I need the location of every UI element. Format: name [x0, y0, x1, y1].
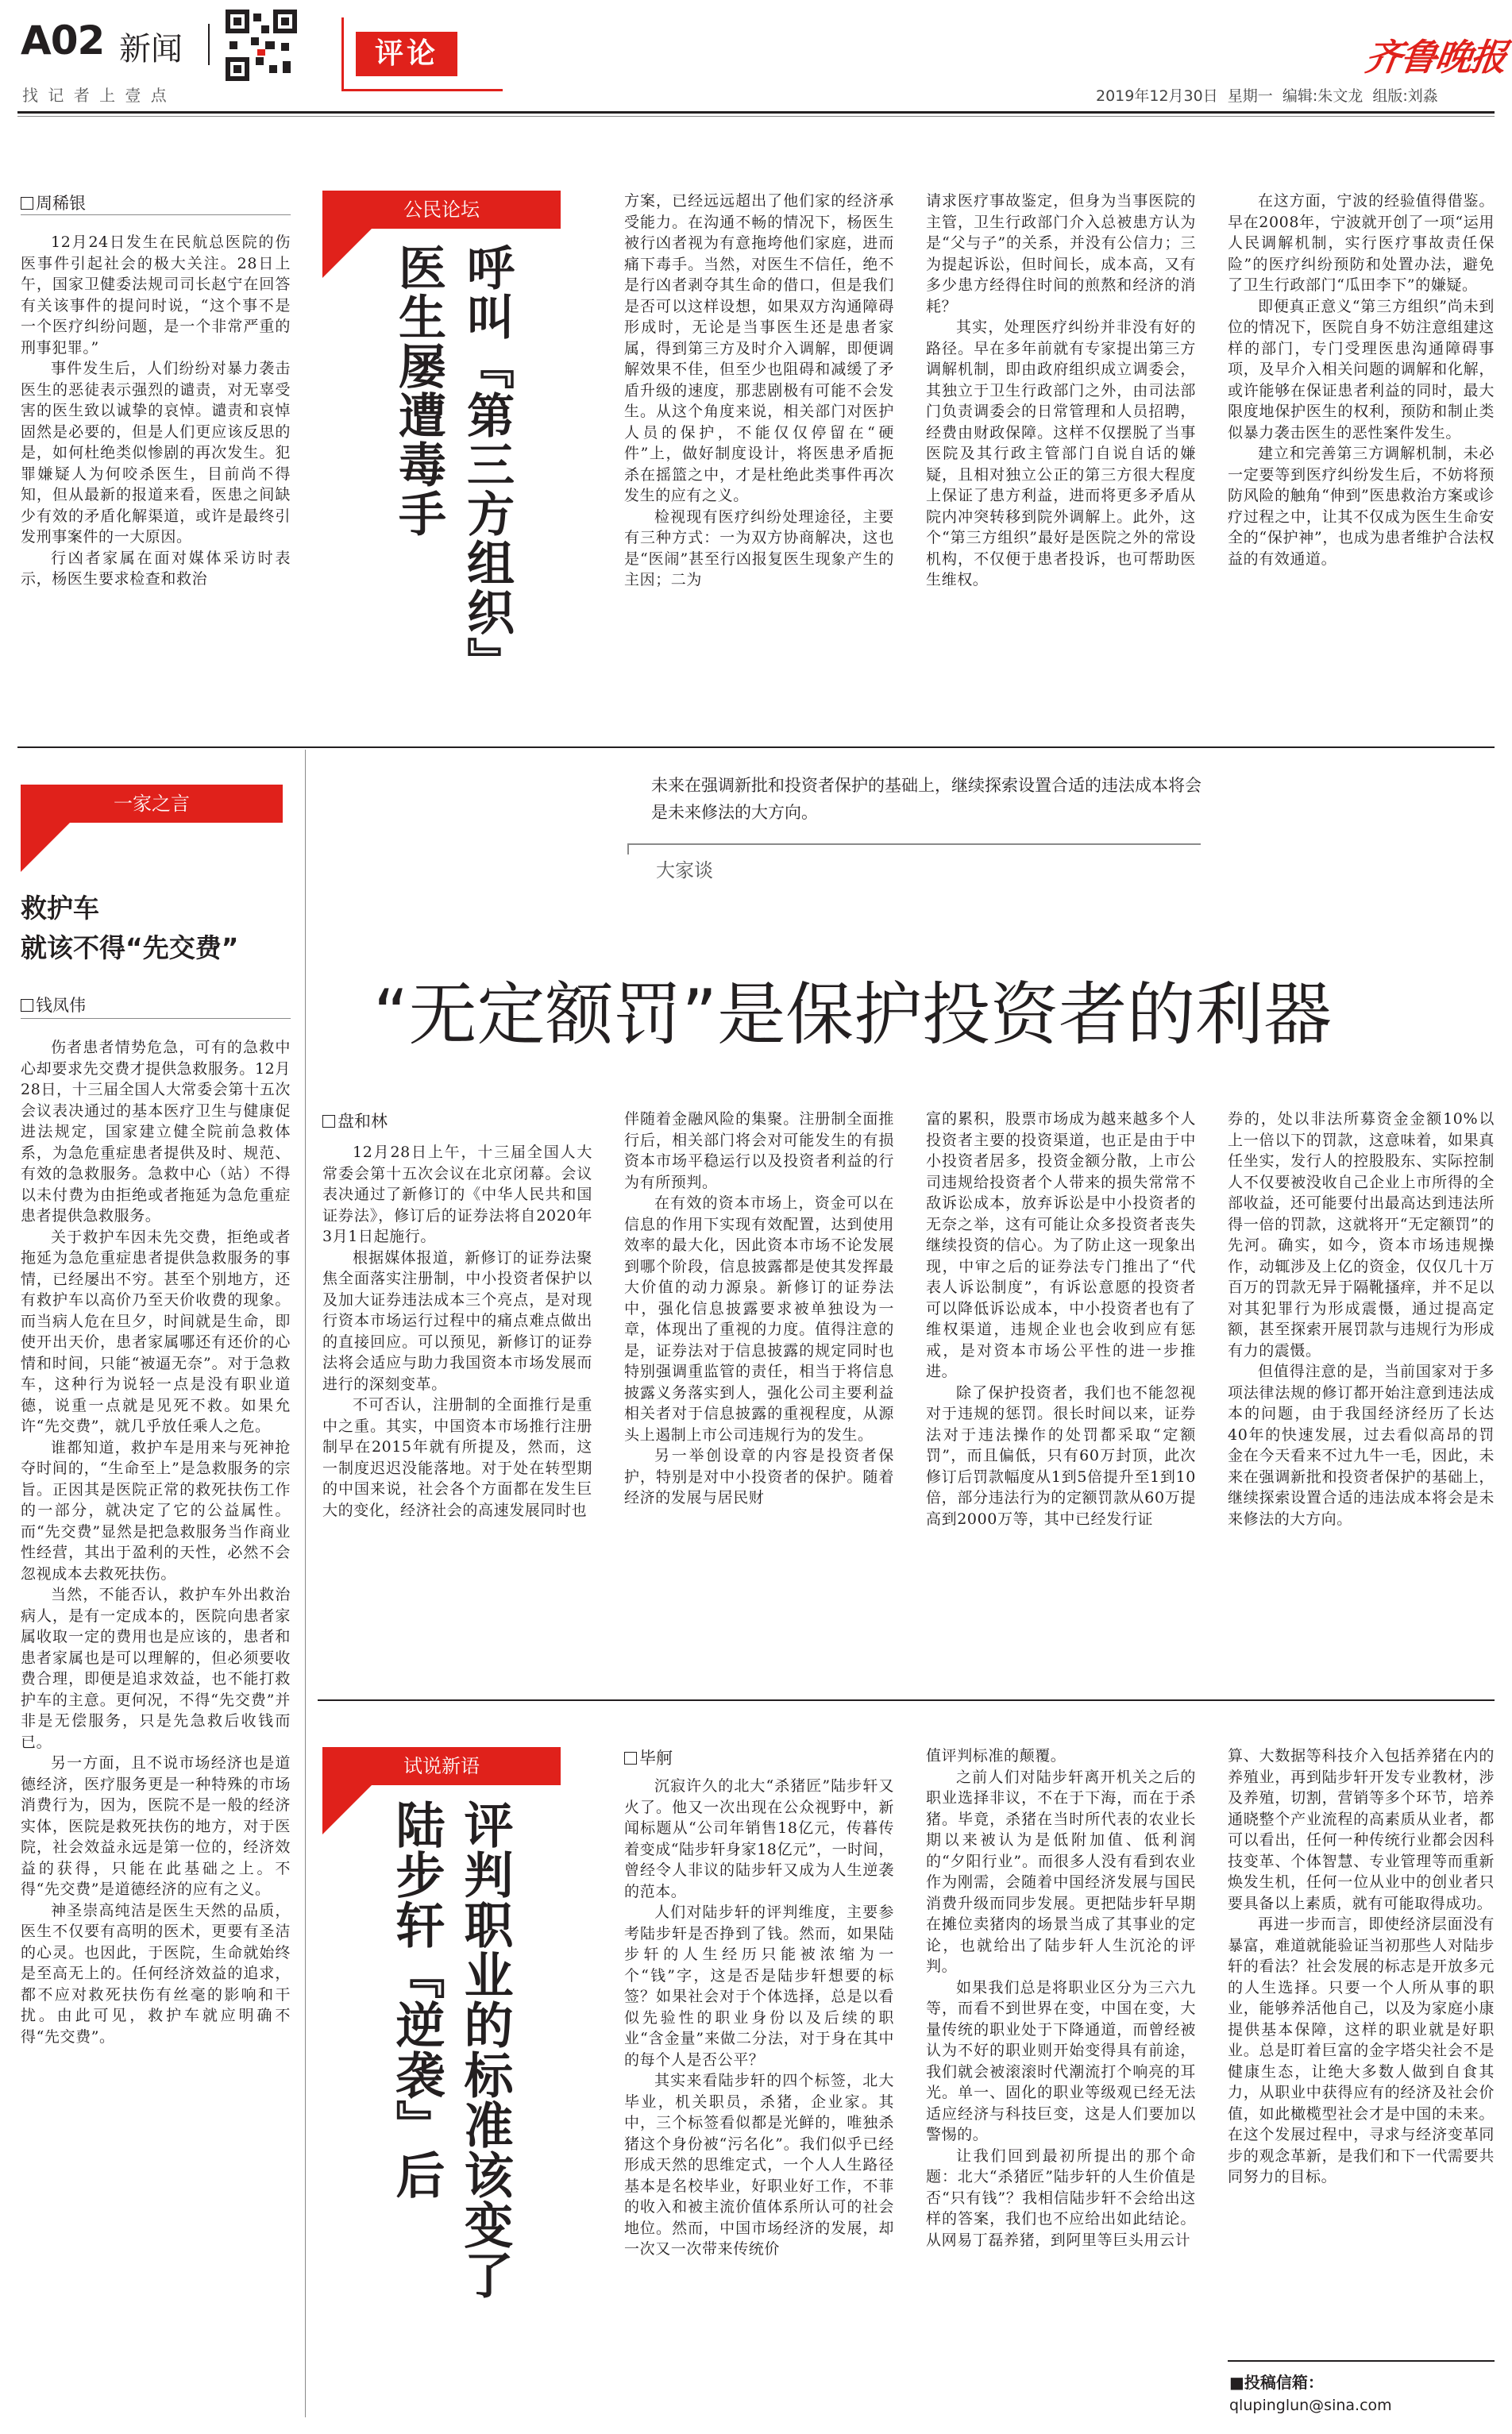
article1-author-rule — [21, 214, 291, 215]
header-rule — [17, 111, 1495, 114]
article4-title-line1: 评判职业的标准该变了 — [456, 1799, 514, 2300]
page-code: A02 — [21, 17, 105, 64]
article3-paragraph: 12月28日上午，十三届全国人大常委会第十五次会议在北京闭幕。会议表决通过了新修订的《中华人民共和国证券法》，修订后的证券法将自2020年3月1日起施行。 — [322, 1144, 592, 1245]
article3-paragraph: 伴随着金融风险的集聚。注册制全面推行后，相关部门将会对可能发生的有损资本市场平稳运行以及投资者利益的行为有所预判。 — [624, 1110, 894, 1191]
article3-paragraph: 富的累积，股票市场成为越来越多个人投资者主要的投资渠道，也正是由于中小投资者居多，投资金额分散，上市公司违规给投资者个人带来的损失常常不敌诉讼成本，放弃诉讼是中小投资者的无奈之举，这有可能让众多投资者丧失继续投资的信心。为了防止这一现象出现，中审之后的证券法专门推出了“代表人诉讼制度”，有诉讼意愿的投资者可以降低诉讼成本，中小投资者也有了维权渠道，违规企业也会收到应有惩戒，是对资本市场公平性的进一步推进。 — [926, 1110, 1196, 1380]
header-divider — [208, 24, 210, 65]
article4-paragraph: 再进一步而言，即使经济层面没有暴富，难道就能验证当初那些人对陆步轩的看法？社会发展的标志是开放多元的人生选择。只要一个人所从事的职业，能够养活他自己，以及为家庭小康提供基本保障，这样的职业就是好职业。总是盯着巨富的金字塔尖社会不是健康生态，让绝大多数人做到自食其力，从职业中获得应有的经济及社会价值，如此橄榄型社会才是中国的未来。在这个发展过程中，寻求与经济变革同步的观念革新，是我们和下一代需要共同努力的目标。 — [1228, 1915, 1495, 2185]
article1-col3 — [926, 191, 1196, 591]
section-rule-2 — [318, 1699, 1495, 1701]
article1-col4 — [1228, 191, 1495, 569]
article4-tag-corner — [322, 1785, 372, 1834]
article1-title-line2: 医生屡遭毒手 — [391, 243, 446, 538]
submit-label: ■投稿信箱： — [1229, 2373, 1324, 2392]
article2-title-line2: 就该不得“先交费” — [21, 932, 239, 963]
article3-paragraph: 另一举创设章的内容是投资者保护，特别是对中小投资者的保护。随着经济的发展与居民财 — [624, 1447, 894, 1506]
article1-paragraph: 事件发生后，人们纷纷对暴力袭击医生的恶徒表示强烈的谴责，对无辜受害的医生致以诚挚的哀悼。谴责和哀悼固然是必要的，但是人们更应该反思的是，如何杜绝类似惨剧的再次发生。犯罪嫌疑人为何咬杀医生，目前尚不得知，但从最新的报道来看，医患之间缺少有效的矛盾化解渠道，或许是最终引发刑事案件的一大原因。 — [21, 360, 291, 546]
header-rule-thin — [17, 116, 1495, 117]
section-rule-1 — [17, 746, 1495, 748]
article1-paragraph: 其实，处理医疗纠纷并非没有好的路径。早在多年前就有专家提出第三方调解机制，即由政府组织成立调委会，其独立于卫生行政部门之外，由司法部门负责调委会的日常管理和人员招聘，经费由财政保障。这样不仅摆脱了当事医院及其行政主管部门自说自话的嫌疑，且相对独立公正的第三方很大程度上保证了患方利益，进而将更多矛盾从院内冲突转移到院外调解上。此外，这个“第三方组织”最好是医院之外的常设机构，不仅便于患者投诉，也可帮助医生维权。 — [926, 318, 1196, 588]
article4-col3 — [1228, 1745, 1495, 2188]
article3-title: “无定额罚”是保护投资者的利器 — [373, 975, 1333, 1055]
article4-paragraph: 如果我们总是将职业区分为三六九等，而看不到世界在变，中国在变，大量传统的职业处于下降通道，而曾经被认为不好的职业则开始变得具有前途，我们就会被滚滚时代潮流打个响亮的耳光。单一、固化的职业等级观已经无法适应经济与科技巨变，这是人们要加以警惕的。 — [926, 1978, 1196, 2143]
article4-paragraph: 人们对陆步轩的评判维度，主要参考陆步轩是否挣到了钱。然而，如果陆步轩的人生经历只能被浓缩为一个“钱”字，这是否是陆步轩想要的标签？如果社会对于个体选择，总是以看似先验性的职业身份以及后续的职业“含金量”来做二分法，对于身在其中的每个人是否公平？ — [624, 1904, 894, 2069]
article4-paragraph: 让我们回到最初所提出的那个命题：北大“杀猪匠”陆步轩的人生价值是否“只有钱”？我相信陆步轩不会给出这样的答案，我们也不应给出如此结论。从网易丁磊养猪，到阿里等巨头用云计 — [926, 2147, 1196, 2249]
article1-paragraph: 方案，已经远远超出了他们家的经济承受能力。在沟通不畅的情况下，杨医生被行凶者视为有意拖垮他们家庭，进而痛下毒手。当然，对医生不信任，绝不是行凶者剥夺其生命的借口，但是我们是否可以这样设想，如果双方沟通障碍形成时，无论是当事医生还是患者家属，得到第三方及时介入调解，即便调解效果不佳，但至少也阻碍和减缓了矛盾升级的速度，那悲剧极有可能不会发生。从这个角度来说，相关部门对医护人员的保护，不能仅仅停留在“硬件”上，做好制度设计，将医患矛盾扼杀在摇篮之中，才是杜绝此类事件再次发生的应有之义。 — [624, 192, 894, 504]
article3-paragraph: 不可否认，注册制的全面推行是重中之重。其实，中国资本市场推行注册制早在2015年就有所提及，然而，这一制度迟迟没能落地。对于处在转型期的中国来说，社会各个方面都在发生巨大的变化，经济社会的高速发展同时也 — [322, 1396, 592, 1519]
article1-col2 — [624, 191, 894, 591]
article4-paragraph: 之前人们对陆步轩离开机关之后的职业选择非议，不在于下海，而在于杀猪。毕竟，杀猪在当时所代表的农业长期以来被认为是低附加值、低利润的“夕阳行业”。而很多人没有看到农业作为刚需，会随着中国经济发展与国民消费升级而同步发展。更把陆步轩早期在摊位卖猪肉的场景当成了其事业的定论，也就给出了陆步轩人生沉沦的评判。 — [926, 1768, 1196, 1975]
article3-paragraph: 但值得注意的是，当前国家对于多项法律法规的修订都开始注意到违法成本的问题，由于我国经济经历了长达40年的快速发展，过去看似高昂的罚金在今天看来不过九牛一毛，因此，未来在强调新批和投资者保护的基础上，继续探索设置合适的违法成本将会是未来修法的大方向。 — [1228, 1363, 1495, 1528]
article4-paragraph: 其实来看陆步轩的四个标签，北大毕业，机关职员，杀猪，企业家。其中，三个标签看似都是光鲜的，唯独杀猪这个身份被“污名化”。我们似乎已经形成天然的思维定式，一个人人生路径基本是名校毕业，好职业好工作，不菲的收入和被主流价值体系所认可的社会地位。然而，中国市场经济的发展，却一次又一次带来传统价 — [624, 2072, 894, 2258]
article4-col1 — [624, 1776, 894, 2260]
article4-paragraph: 值评判标准的颠覆。 — [926, 1747, 1066, 1765]
brand-logo: 齐鲁晚报 — [1362, 36, 1509, 79]
left-column-divider — [305, 750, 306, 2417]
article1-paragraph: 建立和完善第三方调解机制，未必一定要等到医疗纠纷发生后，不妨将预防风险的触角“伸到”医患救治方案或诊疗过程之中，让其不仅成为医生生命安全的“保护神”，也成为患者维护合法权益的有效通道。 — [1228, 445, 1495, 568]
header-meta: 2019年12月30日 星期一 编辑:朱文龙 组版:刘淼 — [1096, 87, 1438, 105]
article1-paragraph: 检视现有医疗纠纷处理途径，主要有三种方式：一为双方协商解决，这也是“医闹”甚至行凶报复医生现象产生的主因；二为 — [624, 507, 894, 588]
article1-paragraph: 在这方面，宁波的经验值得借鉴。早在2008年，宁波就开创了一项“运用人民调解机制，实行医疗事故责任保险”的医疗纠纷预防和处置办法，避免了卫生行政部门“瓜田李下”的嫌疑。 — [1228, 192, 1495, 294]
article2-paragraph: 神圣崇高纯洁是医生天然的品质，医生不仅要有高明的医术，更要有圣洁的心灵。也因此，于医院，生命就始终是至高无上的。任何经济效益的追求，都不应对救死扶伤有丝毫的影响和干扰。由此可见，救护车就应明确不得“先交费”。 — [21, 1901, 291, 2046]
article2-tag: 一家之言 — [21, 785, 283, 823]
article4-title-line2: 陆步轩『逆袭』后 — [388, 1799, 446, 2200]
article3-paragraph: 在有效的资本市场上，资金可以在信息的作用下实现有效配置，达到使用效率的最大化，因此资本市场不论发展到哪个阶段，信息披露都是使其发挥最大价值的动力源泉。新修订的证券法中，强化信息披露要求被单独设为一章，体现出了重视的力度。值得注意的是，证券法对于信息披露的规定同时也特别强调重监管的责任，相当于将信息披露义务落实到人，强化公司主要利益相关者对于信息披露的重视程度，从源头上遏制上市公司违规行为的发生。 — [624, 1194, 894, 1444]
article2-author: 钱凤伟 — [21, 993, 86, 1016]
article1-title-line1: 呼叫『第三方组织』 — [459, 243, 515, 686]
article3-paragraph: 根据媒体报道，新修订的证券法聚焦全面落实注册制，中小投资者保护以及加大证券违法成本三个亮点，是对现行资本市场运行过程中的痛点难点做出的直接回应。可以预见，新修订的证券法将会适应与助力我国资本市场发展而进行的深刻变革。 — [322, 1248, 592, 1393]
article3-tag: 大家谈 — [656, 859, 713, 881]
article2-paragraph: 另一方面，且不说市场经济也是道德经济，医疗服务更是一种特殊的市场消费行为，因为，医院不是一般的经济实体，医院是救死扶伤的地方，对于医院，社会效益永远是第一位的，经济效益的获得，只能在此基础之上。不得“先交费”是道德经济的应有之义。 — [21, 1754, 291, 1898]
article1-tag: 公民论坛 — [322, 191, 561, 229]
article4-author: 毕舸 — [624, 1745, 673, 1769]
article3-col1 — [322, 1142, 592, 1521]
article3-pullquote: 未来在强调新批和投资者保护的基础上，继续探索设置合适的违法成本将会是未来修法的大方向。 — [651, 776, 1202, 822]
article3-paragraph: 券的，处以非法所募资金金额10%以上一倍以下的罚款，这意味着，如果真任坐实，发行人的控股股东、实际控制人不仅要被没收自己企业上市所得的全部收益，还可能要付出最高达到违法所得一倍的罚款，这就将开“无定额罚”的先河。确实，如今，资本市场违规操作，动辄涉及上亿的资金，仅仅几十万百万的罚款无异于隔靴搔痒，并不足以对其犯罪行为形成震慑，通过提高定额，甚至探索开展罚款与违规行为形成有力的震慑。 — [1228, 1110, 1495, 1360]
article2-title-line1: 救护车 — [21, 893, 99, 924]
article1-tag-corner — [322, 229, 372, 278]
article2-author-rule — [21, 1018, 291, 1019]
article2-paragraph: 当然，不能否认，救护车外出救治病人，是有一定成本的，医院向患者家属收取一定的费用也是应该的，患者和患者家属也是可以理解的，但必须要收费合理，即便是追求效益，也不能打救护车的主意。更何况，不得“先交费”并非是无偿服务，只是先急救后收钱而已。 — [21, 1586, 291, 1751]
article4-col2 — [926, 1745, 1196, 2251]
article3-col3 — [926, 1109, 1196, 1529]
article1-paragraph: 12月24日发生在民航总医院的伤医事件引起社会的极大关注。28日上午，国家卫健委法规司司长赵宁在回答有关该事件的提问时说，“这个事不是一个医疗纠纷问题，是一个非常严重的刑事犯罪。” — [21, 233, 291, 357]
article1-col1 — [21, 232, 291, 590]
article4-paragraph: 算、大数据等科技介入包括养猪在内的养殖业，再到陆步轩开发专业教材，涉及养殖，切割，营销等多个环节，培养通晓整个产业流程的高素质从业者，都可以看出，任何一种传统行业都会因科技变革、个体智慧、专业管理等而重新焕发生机，任何一位从业中的创业者只要具备以上素质，就有可能取得成功。 — [1228, 1747, 1495, 1912]
article1-author: 周稀银 — [21, 191, 86, 214]
section-name: 新闻 — [119, 31, 183, 68]
article4-tag: 试说新语 — [322, 1747, 561, 1785]
article3-author: 盘和林 — [322, 1109, 388, 1132]
article3-col4 — [1228, 1109, 1495, 1529]
article1-paragraph: 请求医疗事故鉴定，但身为当事医院的主管，卫生行政部门介入总被患方认为是“父与子”的关系，并没有公信力；三为提起诉讼，但时间长，成本高，又有多少患方经得住时间的煎熬和经济的消耗？ — [926, 192, 1196, 315]
article2-paragraph: 关于救护车因未先交费，拒绝或者拖延为急危重症患者提供急救服务的事情，已经屡出不穷。甚至个别地方，还有救护车以高价乃至天价收费的现象。而当病人危在旦夕，时间就是生命，即使开出天价，患者家属哪还有还价的心情和时间，只能“被逼无奈”。对于急救车，这种行为说轻一点是没有职业道德，说重一点就是见死不救。如果允许“先交费”，就几乎放任乘人之危。 — [21, 1228, 291, 1435]
article3-col2 — [624, 1109, 894, 1509]
article2-paragraph: 谁都知道，救护车是用来与死神抢夺时间的，“生命至上”是急救服务的宗旨。正因其是医院正常的救死扶伤工作的一部分，就决定了它的公益属性。而“先交费”显然是把急救服务当作商业性经营，其出于盈利的天性，必然不会忽视成本去救死扶伤。 — [21, 1438, 291, 1583]
submit-rule — [1228, 2360, 1495, 2362]
column-badge: 评论 — [356, 32, 457, 76]
qr-code-icon[interactable] — [226, 10, 297, 81]
contact-line: 找 记 者 上 壹 点 — [22, 86, 169, 105]
article2-body — [21, 1037, 291, 2047]
article2-paragraph: 伤者患者情势危急，可有的急救中心却要求先交费才提供急救服务。12月28日，十三届全国人大常委会第十五次会议表决通过的基本医疗卫生与健康促进法规定，国家建立健全院前急救体系，为急危重症患者提供及时、规范、有效的急救服务。急救中心（站）不得以未付费为由拒绝或者拖延为急危重症患者提供急救服务。 — [21, 1039, 291, 1225]
article2-tag-corner — [21, 823, 70, 872]
submit-email[interactable]: qlupinglun@sina.com — [1229, 2397, 1392, 2414]
article1-paragraph: 即便真正意义“第三方组织”尚未到位的情况下，医院自身不妨注意组建这样的部门，专门受理医患沟通障碍事项，及早介入相关问题的调解和化解，或许能够在保证患者利益的同时，最大限度地保护医生的权利，预防和制止类似暴力袭击医生的恶性案件发生。 — [1228, 297, 1495, 442]
article4-paragraph: 沉寂许久的北大“杀猪匠”陆步轩又火了。他又一次出现在公众视野中，新闻标题从“公司年销售18亿元，传暮传着变成“陆步轩身家18亿元”，一时间，曾经令人非议的陆步轩又成为人生逆袭的范本。 — [624, 1777, 895, 1900]
article3-paragraph: 除了保护投资者，我们也不能忽视对于违规的惩罚。很长时间以来，证券法对于违法操作的处罚都采取“定额罚”，而且偏低，只有60万封顶，此次修订后罚款幅度从1到5倍提升至1到10倍，部分违法行为的定额罚款从60万提高到2000万等，其中已经发行证 — [926, 1383, 1196, 1528]
article3-tag-bracket — [627, 843, 1201, 854]
article1-paragraph: 行凶者家属在面对媒体采访时表示，杨医生要求检查和救治 — [21, 549, 291, 588]
